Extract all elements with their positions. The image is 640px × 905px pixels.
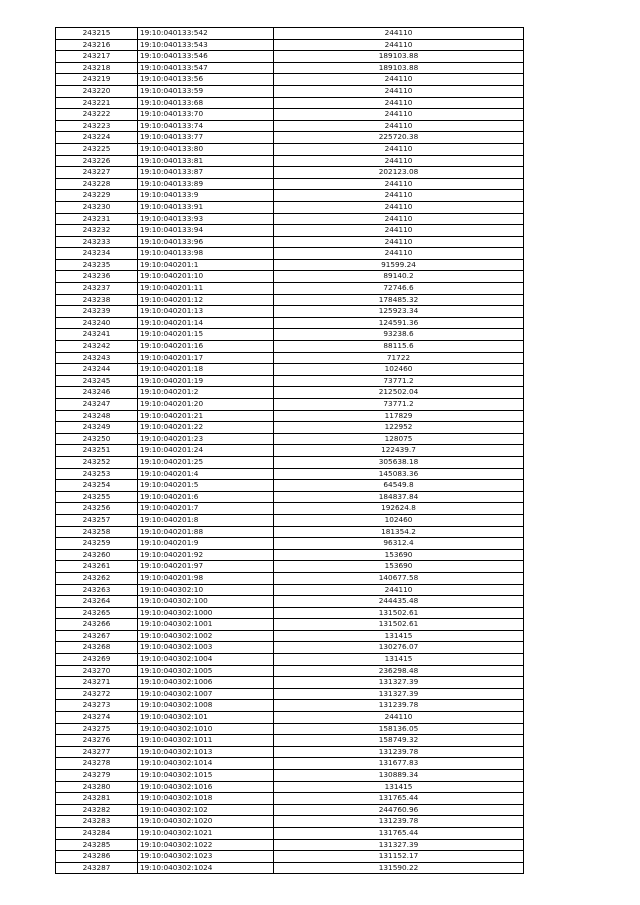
value-cell: 202123.08 <box>274 167 524 179</box>
table-row <box>56 596 524 608</box>
cadastral-number-cell: 19:10:040133:89 <box>138 178 274 190</box>
cadastral-number-cell: 19:10:040133:59 <box>138 85 274 97</box>
row-number-cell: 243216 <box>56 39 138 51</box>
cadastral-number-cell: 19:10:040133:68 <box>138 97 274 109</box>
row-number-cell: 243271 <box>56 677 138 689</box>
row-number-cell: 243223 <box>56 120 138 132</box>
table-row <box>56 143 524 155</box>
row-number-cell: 243242 <box>56 341 138 353</box>
value-cell: 102460 <box>274 364 524 376</box>
table-row <box>56 468 524 480</box>
row-number-cell: 243238 <box>56 294 138 306</box>
row-number-cell: 243225 <box>56 143 138 155</box>
cadastral-number-cell: 19:10:040201:6 <box>138 491 274 503</box>
table-row <box>56 503 524 515</box>
cadastral-number-cell: 19:10:040133:96 <box>138 236 274 248</box>
value-cell: 73771.2 <box>274 399 524 411</box>
cadastral-number-cell: 19:10:040201:22 <box>138 422 274 434</box>
value-cell: 131590.22 <box>274 862 524 874</box>
row-number-cell: 243239 <box>56 306 138 318</box>
row-number-cell: 243276 <box>56 735 138 747</box>
row-number-cell: 243233 <box>56 236 138 248</box>
row-number-cell: 243270 <box>56 665 138 677</box>
cadastral-number-cell: 19:10:040302:1011 <box>138 735 274 747</box>
cadastral-number-cell: 19:10:040302:1003 <box>138 642 274 654</box>
cadastral-number-cell: 19:10:040201:25 <box>138 456 274 468</box>
table-row <box>56 167 524 179</box>
value-cell: 244110 <box>274 178 524 190</box>
cadastral-number-cell: 19:10:040133:547 <box>138 62 274 74</box>
row-number-cell: 243281 <box>56 793 138 805</box>
row-number-cell: 243248 <box>56 410 138 422</box>
value-cell: 131415 <box>274 630 524 642</box>
row-number-cell: 243274 <box>56 712 138 724</box>
cadastral-number-cell: 19:10:040302:1013 <box>138 746 274 758</box>
table-row <box>56 259 524 271</box>
cadastral-number-cell: 19:10:040302:1018 <box>138 793 274 805</box>
value-cell: 178485.32 <box>274 294 524 306</box>
cadastral-number-cell: 19:10:040302:1002 <box>138 630 274 642</box>
value-cell: 93238.6 <box>274 329 524 341</box>
value-cell: 192624.8 <box>274 503 524 515</box>
value-cell: 244110 <box>274 201 524 213</box>
row-number-cell: 243230 <box>56 201 138 213</box>
value-cell: 189103.88 <box>274 51 524 63</box>
row-number-cell: 243279 <box>56 770 138 782</box>
row-number-cell: 243256 <box>56 503 138 515</box>
table-row <box>56 793 524 805</box>
value-cell: 88115.6 <box>274 341 524 353</box>
table-row <box>56 375 524 387</box>
table-row <box>56 51 524 63</box>
row-number-cell: 243286 <box>56 851 138 863</box>
row-number-cell: 243257 <box>56 514 138 526</box>
table-row <box>56 491 524 503</box>
row-number-cell: 243220 <box>56 85 138 97</box>
table-row <box>56 770 524 782</box>
table-row <box>56 410 524 422</box>
row-number-cell: 243282 <box>56 804 138 816</box>
row-number-cell: 243246 <box>56 387 138 399</box>
table-row <box>56 607 524 619</box>
value-cell: 102460 <box>274 514 524 526</box>
value-cell: 131327.39 <box>274 839 524 851</box>
row-number-cell: 243268 <box>56 642 138 654</box>
value-cell: 244110 <box>274 74 524 86</box>
row-number-cell: 243231 <box>56 213 138 225</box>
table-row <box>56 642 524 654</box>
value-cell: 130276.07 <box>274 642 524 654</box>
row-number-cell: 243259 <box>56 538 138 550</box>
row-number-cell: 243244 <box>56 364 138 376</box>
cadastral-number-cell: 19:10:040302:1023 <box>138 851 274 863</box>
row-number-cell: 243269 <box>56 654 138 666</box>
table-row <box>56 201 524 213</box>
row-number-cell: 243243 <box>56 352 138 364</box>
table-body <box>56 28 524 874</box>
cadastral-number-cell: 19:10:040133:80 <box>138 143 274 155</box>
table-row <box>56 851 524 863</box>
table-row <box>56 341 524 353</box>
value-cell: 212502.04 <box>274 387 524 399</box>
table-row <box>56 584 524 596</box>
row-number-cell: 243260 <box>56 549 138 561</box>
row-number-cell: 243221 <box>56 97 138 109</box>
value-cell: 305638.18 <box>274 456 524 468</box>
value-cell: 96312.4 <box>274 538 524 550</box>
table-row <box>56 514 524 526</box>
cadastral-number-cell: 19:10:040201:21 <box>138 410 274 422</box>
row-number-cell: 243218 <box>56 62 138 74</box>
cadastral-number-cell: 19:10:040201:92 <box>138 549 274 561</box>
table-row <box>56 572 524 584</box>
row-number-cell: 243255 <box>56 491 138 503</box>
value-cell: 244110 <box>274 28 524 40</box>
cadastral-number-cell: 19:10:040133:74 <box>138 120 274 132</box>
value-cell: 145083.36 <box>274 468 524 480</box>
value-cell: 244110 <box>274 109 524 121</box>
row-number-cell: 243240 <box>56 317 138 329</box>
row-number-cell: 243226 <box>56 155 138 167</box>
cadastral-number-cell: 19:10:040302:10 <box>138 584 274 596</box>
row-number-cell: 243283 <box>56 816 138 828</box>
row-number-cell: 243251 <box>56 445 138 457</box>
cadastral-number-cell: 19:10:040302:1024 <box>138 862 274 874</box>
row-number-cell: 243217 <box>56 51 138 63</box>
cadastral-number-cell: 19:10:040201:11 <box>138 283 274 295</box>
row-number-cell: 243278 <box>56 758 138 770</box>
table-row <box>56 271 524 283</box>
row-number-cell: 243272 <box>56 688 138 700</box>
cadastral-number-cell: 19:10:040302:1001 <box>138 619 274 631</box>
cadastral-number-cell: 19:10:040201:17 <box>138 352 274 364</box>
value-cell: 73771.2 <box>274 375 524 387</box>
cadastral-number-cell: 19:10:040302:1004 <box>138 654 274 666</box>
cadastral-number-cell: 19:10:040302:1020 <box>138 816 274 828</box>
row-number-cell: 243250 <box>56 433 138 445</box>
cadastral-number-cell: 19:10:040133:81 <box>138 155 274 167</box>
cadastral-number-cell: 19:10:040302:1021 <box>138 827 274 839</box>
cadastral-number-cell: 19:10:040201:8 <box>138 514 274 526</box>
cadastral-number-cell: 19:10:040201:1 <box>138 259 274 271</box>
cadastral-number-cell: 19:10:040201:97 <box>138 561 274 573</box>
row-number-cell: 243254 <box>56 480 138 492</box>
cadastral-number-cell: 19:10:040133:70 <box>138 109 274 121</box>
value-cell: 131415 <box>274 654 524 666</box>
table-row <box>56 248 524 260</box>
table-row <box>56 422 524 434</box>
table-row <box>56 712 524 724</box>
table-row <box>56 387 524 399</box>
table-row <box>56 700 524 712</box>
table-row <box>56 723 524 735</box>
table-row <box>56 74 524 86</box>
cadastral-number-cell: 19:10:040201:14 <box>138 317 274 329</box>
cadastral-number-cell: 19:10:040133:98 <box>138 248 274 260</box>
table-row <box>56 480 524 492</box>
cadastral-number-cell: 19:10:040133:94 <box>138 225 274 237</box>
value-cell: 189103.88 <box>274 62 524 74</box>
table-row <box>56 306 524 318</box>
value-cell: 225720.38 <box>274 132 524 144</box>
row-number-cell: 243267 <box>56 630 138 642</box>
value-cell: 181354.2 <box>274 526 524 538</box>
cadastral-number-cell: 19:10:040201:12 <box>138 294 274 306</box>
value-cell: 131502.61 <box>274 619 524 631</box>
cadastral-number-cell: 19:10:040201:4 <box>138 468 274 480</box>
table-row <box>56 735 524 747</box>
value-cell: 244110 <box>274 712 524 724</box>
value-cell: 244110 <box>274 236 524 248</box>
table-row <box>56 28 524 40</box>
table-row <box>56 62 524 74</box>
table-row <box>56 561 524 573</box>
cadastral-number-cell: 19:10:040201:7 <box>138 503 274 515</box>
value-cell: 131502.61 <box>274 607 524 619</box>
table-row <box>56 39 524 51</box>
value-cell: 130889.34 <box>274 770 524 782</box>
cadastral-number-cell: 19:10:040201:15 <box>138 329 274 341</box>
table-row <box>56 190 524 202</box>
row-number-cell: 243224 <box>56 132 138 144</box>
row-number-cell: 243285 <box>56 839 138 851</box>
value-cell: 153690 <box>274 549 524 561</box>
table-row <box>56 746 524 758</box>
cadastral-number-cell: 19:10:040133:56 <box>138 74 274 86</box>
table-row <box>56 827 524 839</box>
value-cell: 117829 <box>274 410 524 422</box>
table-row <box>56 329 524 341</box>
cadastral-number-cell: 19:10:040302:1007 <box>138 688 274 700</box>
value-cell: 244110 <box>274 143 524 155</box>
cadastral-number-cell: 19:10:040302:101 <box>138 712 274 724</box>
table-row <box>56 677 524 689</box>
row-number-cell: 243215 <box>56 28 138 40</box>
table-row <box>56 630 524 642</box>
cadastral-number-cell: 19:10:040201:98 <box>138 572 274 584</box>
row-number-cell: 243234 <box>56 248 138 260</box>
table-row <box>56 538 524 550</box>
value-cell: 244110 <box>274 39 524 51</box>
table-row <box>56 213 524 225</box>
cadastral-number-cell: 19:10:040201:13 <box>138 306 274 318</box>
value-cell: 158749.32 <box>274 735 524 747</box>
cadastral-number-cell: 19:10:040133:543 <box>138 39 274 51</box>
cadastral-number-cell: 19:10:040302:1016 <box>138 781 274 793</box>
row-number-cell: 243241 <box>56 329 138 341</box>
value-cell: 131239.78 <box>274 746 524 758</box>
row-number-cell: 243265 <box>56 607 138 619</box>
row-number-cell: 243273 <box>56 700 138 712</box>
value-cell: 131765.44 <box>274 793 524 805</box>
table-row <box>56 688 524 700</box>
table-row <box>56 294 524 306</box>
row-number-cell: 243252 <box>56 456 138 468</box>
table-row <box>56 654 524 666</box>
value-cell: 236298.48 <box>274 665 524 677</box>
row-number-cell: 243253 <box>56 468 138 480</box>
cadastral-number-cell: 19:10:040302:1000 <box>138 607 274 619</box>
value-cell: 122439.7 <box>274 445 524 457</box>
table-row <box>56 781 524 793</box>
cadastral-number-cell: 19:10:040201:2 <box>138 387 274 399</box>
value-cell: 131677.83 <box>274 758 524 770</box>
row-number-cell: 243236 <box>56 271 138 283</box>
cadastral-number-cell: 19:10:040133:91 <box>138 201 274 213</box>
cadastral-number-cell: 19:10:040201:19 <box>138 375 274 387</box>
row-number-cell: 243263 <box>56 584 138 596</box>
cadastral-number-cell: 19:10:040133:77 <box>138 132 274 144</box>
value-cell: 244110 <box>274 213 524 225</box>
row-number-cell: 243222 <box>56 109 138 121</box>
table-row <box>56 120 524 132</box>
cadastral-number-cell: 19:10:040133:9 <box>138 190 274 202</box>
table-row <box>56 364 524 376</box>
table-row <box>56 109 524 121</box>
cadastral-number-cell: 19:10:040201:23 <box>138 433 274 445</box>
cadastral-number-cell: 19:10:040302:102 <box>138 804 274 816</box>
cadastral-number-cell: 19:10:040302:1014 <box>138 758 274 770</box>
value-cell: 131327.39 <box>274 677 524 689</box>
cadastral-number-cell: 19:10:040133:87 <box>138 167 274 179</box>
row-number-cell: 243275 <box>56 723 138 735</box>
table-row <box>56 839 524 851</box>
table-row <box>56 804 524 816</box>
cadastral-number-cell: 19:10:040201:18 <box>138 364 274 376</box>
value-cell: 64549.8 <box>274 480 524 492</box>
cadastral-number-cell: 19:10:040133:93 <box>138 213 274 225</box>
value-cell: 131415 <box>274 781 524 793</box>
value-cell: 128075 <box>274 433 524 445</box>
cadastral-number-cell: 19:10:040201:5 <box>138 480 274 492</box>
cadastral-number-cell: 19:10:040302:1005 <box>138 665 274 677</box>
cadastral-number-cell: 19:10:040302:1015 <box>138 770 274 782</box>
row-number-cell: 243232 <box>56 225 138 237</box>
table-row <box>56 236 524 248</box>
cadastral-number-cell: 19:10:040201:16 <box>138 341 274 353</box>
value-cell: 91599.24 <box>274 259 524 271</box>
row-number-cell: 243266 <box>56 619 138 631</box>
row-number-cell: 243264 <box>56 596 138 608</box>
table-row <box>56 85 524 97</box>
table-row <box>56 758 524 770</box>
cadastral-number-cell: 19:10:040201:24 <box>138 445 274 457</box>
row-number-cell: 243228 <box>56 178 138 190</box>
value-cell: 244760.96 <box>274 804 524 816</box>
row-number-cell: 243258 <box>56 526 138 538</box>
table-row <box>56 862 524 874</box>
value-cell: 244110 <box>274 97 524 109</box>
cadastral-number-cell: 19:10:040201:88 <box>138 526 274 538</box>
table-row <box>56 178 524 190</box>
value-cell: 89140.2 <box>274 271 524 283</box>
row-number-cell: 243261 <box>56 561 138 573</box>
table-row <box>56 445 524 457</box>
value-cell: 131239.78 <box>274 700 524 712</box>
row-number-cell: 243284 <box>56 827 138 839</box>
data-table <box>55 27 524 874</box>
value-cell: 244435.48 <box>274 596 524 608</box>
table-row <box>56 97 524 109</box>
value-cell: 131327.39 <box>274 688 524 700</box>
cadastral-number-cell: 19:10:040302:100 <box>138 596 274 608</box>
cadastral-number-cell: 19:10:040133:542 <box>138 28 274 40</box>
value-cell: 131765.44 <box>274 827 524 839</box>
table-row <box>56 456 524 468</box>
table-row <box>56 155 524 167</box>
table-row <box>56 225 524 237</box>
value-cell: 131152.17 <box>274 851 524 863</box>
value-cell: 72746.6 <box>274 283 524 295</box>
row-number-cell: 243229 <box>56 190 138 202</box>
cadastral-number-cell: 19:10:040302:1008 <box>138 700 274 712</box>
cadastral-number-cell: 19:10:040201:10 <box>138 271 274 283</box>
row-number-cell: 243287 <box>56 862 138 874</box>
row-number-cell: 243247 <box>56 399 138 411</box>
row-number-cell: 243280 <box>56 781 138 793</box>
value-cell: 244110 <box>274 248 524 260</box>
value-cell: 125923.34 <box>274 306 524 318</box>
row-number-cell: 243249 <box>56 422 138 434</box>
table-row <box>56 526 524 538</box>
table-row <box>56 283 524 295</box>
value-cell: 153690 <box>274 561 524 573</box>
cadastral-number-cell: 19:10:040133:546 <box>138 51 274 63</box>
value-cell: 131239.78 <box>274 816 524 828</box>
value-cell: 71722 <box>274 352 524 364</box>
value-cell: 244110 <box>274 584 524 596</box>
value-cell: 244110 <box>274 190 524 202</box>
cadastral-number-cell: 19:10:040302:1010 <box>138 723 274 735</box>
table-row <box>56 816 524 828</box>
table-row <box>56 549 524 561</box>
table-row <box>56 399 524 411</box>
row-number-cell: 243219 <box>56 74 138 86</box>
row-number-cell: 243262 <box>56 572 138 584</box>
value-cell: 244110 <box>274 120 524 132</box>
table-row <box>56 317 524 329</box>
cadastral-number-cell: 19:10:040201:9 <box>138 538 274 550</box>
value-cell: 140677.58 <box>274 572 524 584</box>
value-cell: 244110 <box>274 85 524 97</box>
value-cell: 244110 <box>274 155 524 167</box>
table-row <box>56 132 524 144</box>
table-row <box>56 665 524 677</box>
value-cell: 122952 <box>274 422 524 434</box>
row-number-cell: 243235 <box>56 259 138 271</box>
table-row <box>56 619 524 631</box>
row-number-cell: 243227 <box>56 167 138 179</box>
value-cell: 158136.05 <box>274 723 524 735</box>
row-number-cell: 243277 <box>56 746 138 758</box>
table-row <box>56 352 524 364</box>
value-cell: 124591.36 <box>274 317 524 329</box>
row-number-cell: 243237 <box>56 283 138 295</box>
cadastral-number-cell: 19:10:040302:1006 <box>138 677 274 689</box>
value-cell: 244110 <box>274 225 524 237</box>
row-number-cell: 243245 <box>56 375 138 387</box>
table-row <box>56 433 524 445</box>
value-cell: 184837.84 <box>274 491 524 503</box>
cadastral-number-cell: 19:10:040302:1022 <box>138 839 274 851</box>
cadastral-number-cell: 19:10:040201:20 <box>138 399 274 411</box>
